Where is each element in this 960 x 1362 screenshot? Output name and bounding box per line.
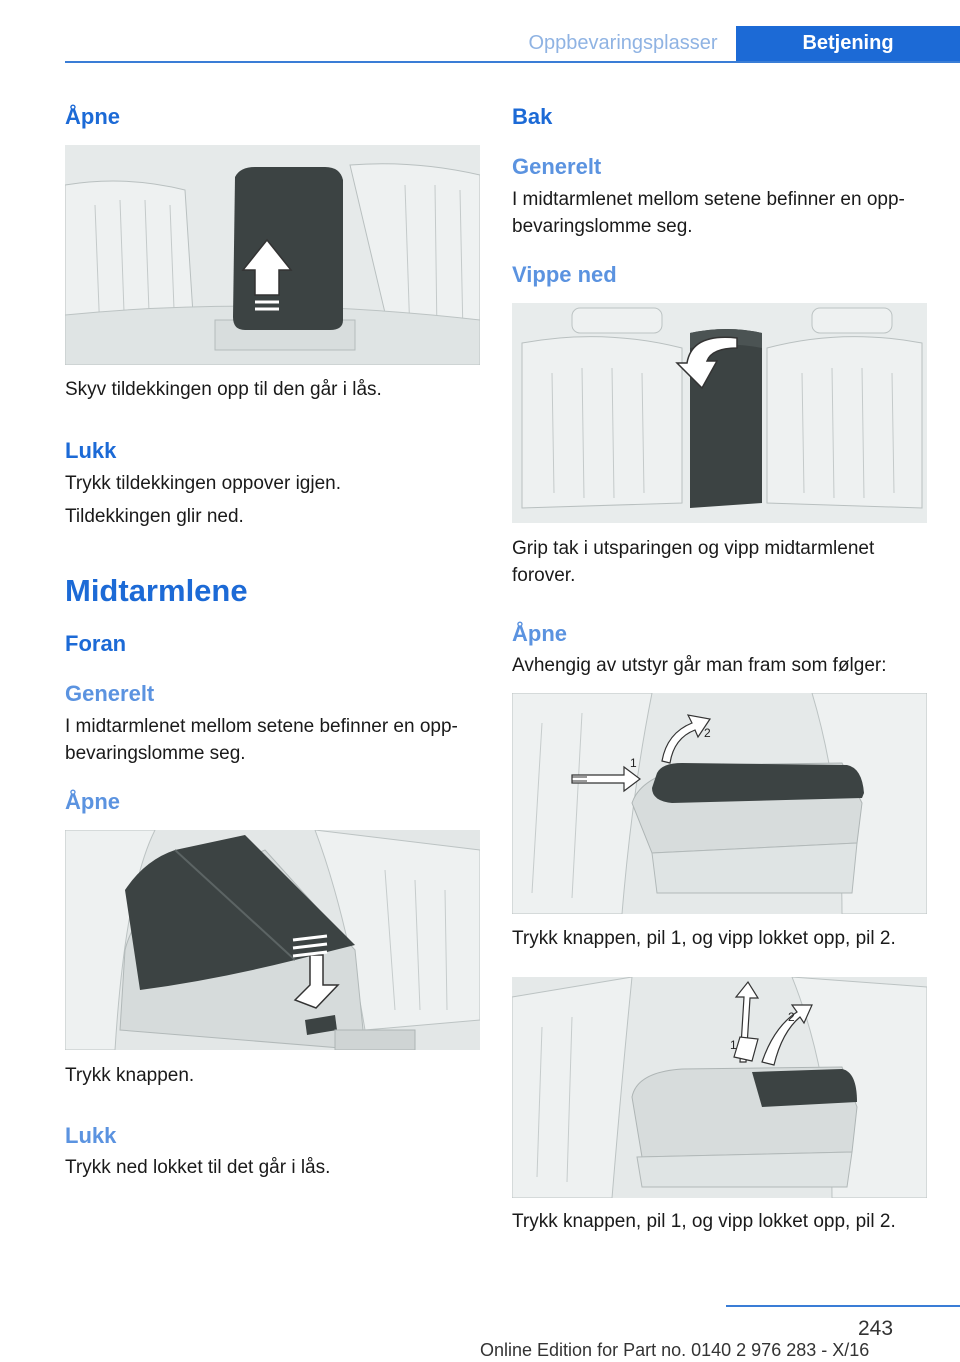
rear-general-text-1: I midtarmlenet mellom setene befinner en opp-	[512, 189, 905, 210]
heading-close-front: Lukk	[65, 1123, 117, 1148]
fig5-caption: Trykk knappen, pil 1, og vipp lokket opp, pil 2.	[512, 1211, 896, 1232]
fig3-caption-2: forover.	[512, 565, 576, 586]
heading-open: Åpne	[65, 104, 120, 129]
fig3-caption-1: Grip tak i utsparingen og vipp midtarmlenet	[512, 538, 875, 559]
heading-open-rear: Åpne	[512, 621, 567, 646]
close-text-1: Trykk tildekkingen oppover igjen.	[65, 473, 341, 494]
figure-rear-open-a	[512, 693, 927, 914]
chapter-tab: Betjening	[736, 26, 960, 63]
figure-front-armrest	[65, 830, 480, 1050]
section-title: Midtarmlene	[65, 573, 248, 608]
arrow-label-2: 2	[704, 726, 711, 740]
edition-footer: Online Edition for Part no. 0140 2 976 283 - X/16	[480, 1340, 870, 1360]
heading-close: Lukk	[65, 438, 117, 463]
heading-open-front: Åpne	[65, 789, 120, 814]
fig2-caption: Trykk knappen.	[65, 1065, 195, 1086]
figure-cover-slide	[65, 145, 480, 365]
heading-fold-down: Vippe ned	[512, 262, 617, 287]
arrow-label-1b: 1	[730, 1038, 737, 1052]
page-number: 243	[858, 1317, 894, 1340]
fig1-caption: Skyv tildekkingen opp til den går i lås.	[65, 379, 382, 400]
general-text-1: I midtarmlenet mellom setene befinner en opp-	[65, 716, 458, 737]
arrow-label-1: 1	[630, 756, 637, 770]
arrow-label-2b: 2	[788, 1010, 795, 1024]
section-tab: Oppbevaringsplasser	[528, 32, 718, 54]
figure-rear-fold	[512, 303, 927, 523]
header-rule	[65, 61, 960, 63]
heading-general-rear: Generelt	[512, 154, 602, 179]
heading-general: Generelt	[65, 681, 155, 706]
fig4-caption: Trykk knappen, pil 1, og vipp lokket opp, pil 2.	[512, 928, 896, 949]
figure-rear-open-b	[512, 977, 927, 1198]
close-text-2: Tildekkingen glir ned.	[65, 506, 244, 527]
general-text-2: bevaringslomme seg.	[65, 743, 246, 764]
close-front-text: Trykk ned lokket til det går i lås.	[65, 1157, 331, 1178]
heading-rear: Bak	[512, 104, 553, 129]
footer-rule	[726, 1305, 960, 1307]
rear-general-text-2: bevaringslomme seg.	[512, 216, 693, 237]
heading-front: Foran	[65, 631, 127, 656]
open-rear-text: Avhengig av utstyr går man fram som følger:	[512, 655, 887, 676]
